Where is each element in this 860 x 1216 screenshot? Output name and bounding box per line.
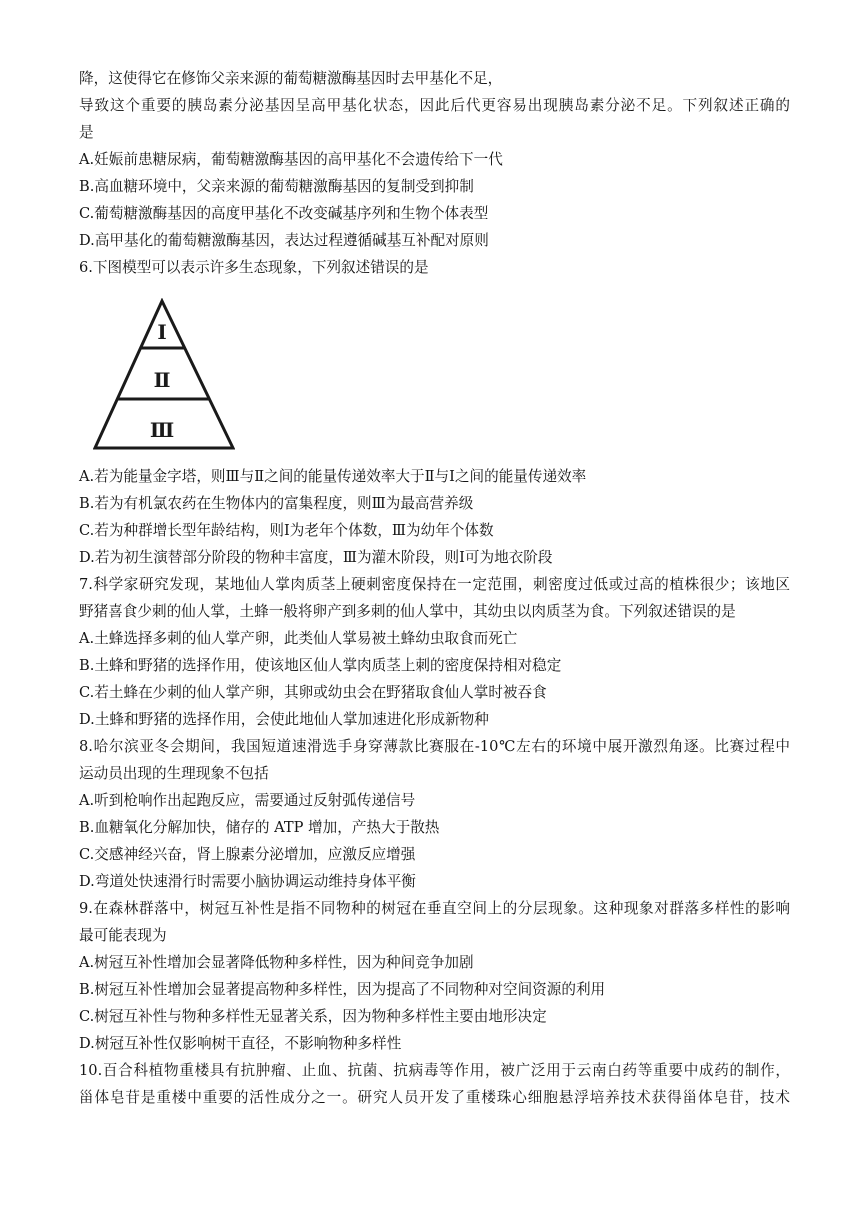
pyramid-label-3: Ⅲ xyxy=(149,418,175,442)
text-line: 最可能表现为 xyxy=(79,927,167,944)
text-line: 是 xyxy=(79,124,94,141)
option-a: A.妊娠前患糖尿病，葡萄糖激酶基因的高甲基化不会遗传给下一代 xyxy=(79,151,503,168)
question-9: 9.在森林群落中，树冠互补性是指不同物种的树冠在垂直空间上的分层现象。这种现象对群落多样性的影响 xyxy=(79,900,790,917)
option-d: D.树冠互补性仅影响树干直径，不影响物种多样性 xyxy=(79,1035,402,1052)
text-line: 甾体皂苷是重楼中重要的活性成分之一。研究人员开发了重楼珠心细胞悬浮培养技术获得甾体皂苷，技术 xyxy=(79,1089,790,1106)
option-c: C.交感神经兴奋，肾上腺素分泌增加，应激反应增强 xyxy=(79,846,416,863)
text-line: 降，这使得它在修饰父亲来源的葡萄糖激酶基因时去甲基化不足， xyxy=(79,70,503,87)
option-a: A.土蜂选择多刺的仙人掌产卵，此类仙人掌易被土蜂幼虫取食而死亡 xyxy=(79,630,518,647)
option-d: D.若为初生演替部分阶段的物种丰富度，Ⅲ为灌木阶段，则Ⅰ可为地衣阶段 xyxy=(79,549,553,566)
pyramid-label-1: Ⅰ xyxy=(157,320,167,344)
option-c: C.树冠互补性与物种多样性无显著关系，因为物种多样性主要由地形决定 xyxy=(79,1008,547,1025)
option-b: B.树冠互补性增加会显著提高物种多样性，因为提高了不同物种对空间资源的利用 xyxy=(79,981,606,998)
option-d: D.弯道处快速滑行时需要小脑协调运动维持身体平衡 xyxy=(79,873,416,890)
text-line: 导致这个重要的胰岛素分泌基因呈高甲基化状态，因此后代更容易出现胰岛素分泌不足。下列叙述正确的 xyxy=(79,97,790,114)
option-d: D.土蜂和野猪的选择作用，会使此地仙人掌加速进化形成新物种 xyxy=(79,711,489,728)
text-line: 运动员出现的生理现象不包括 xyxy=(79,765,269,782)
question-8: 8.哈尔滨亚冬会期间，我国短道速滑选手身穿薄款比赛服在-10℃左右的环境中展开激烈角逐。比赛过程中 xyxy=(79,738,790,755)
question-10: 10.百合科植物重楼具有抗肿瘤、止血、抗菌、抗病毒等作用，被广泛用于云南白药等重要中成药的制作， xyxy=(79,1062,790,1079)
option-c: C.若为种群增长型年龄结构，则Ⅰ为老年个体数，Ⅲ为幼年个体数 xyxy=(79,522,494,539)
option-a: A.若为能量金字塔，则Ⅲ与Ⅱ之间的能量传递效率大于Ⅱ与Ⅰ之间的能量传递效率 xyxy=(79,468,587,485)
option-c: C.若土蜂在少刺的仙人掌产卵，其卵或幼虫会在野猪取食仙人掌时被吞食 xyxy=(79,684,547,701)
option-a: A.听到枪响作出起跑反应，需要通过反射弧传递信号 xyxy=(79,792,416,809)
option-c: C.葡萄糖激酶基因的高度甲基化不改变碱基序列和生物个体表型 xyxy=(79,205,489,222)
question-7: 7.科学家研究发现，某地仙人掌肉质茎上硬刺密度保持在一定范围，刺密度过低或过高的植株很少；该地区 xyxy=(79,576,790,593)
pyramid-figure xyxy=(93,298,235,450)
option-b: B.高血糖环境中，父亲来源的葡萄糖激酶基因的复制受到抑制 xyxy=(79,178,474,195)
question-6: 6.下图模型可以表示许多生态现象，下列叙述错误的是 xyxy=(79,259,429,276)
option-b: B.血糖氧化分解加快，储存的 ATP 增加，产热大于散热 xyxy=(79,819,440,836)
text-line: 野猪喜食少刺的仙人掌，土蜂一般将卵产到多刺的仙人掌中，其幼虫以肉质茎为食。下列叙述错误的是 xyxy=(79,603,736,620)
pyramid-label-2: Ⅱ xyxy=(153,368,171,392)
option-b: B.土蜂和野猪的选择作用，使该地区仙人掌肉质茎上刺的密度保持相对稳定 xyxy=(79,657,562,674)
option-b: B.若为有机氯农药在生物体内的富集程度，则Ⅲ为最高营养级 xyxy=(79,495,474,512)
option-a: A.树冠互补性增加会显著降低物种多样性，因为种间竞争加剧 xyxy=(79,954,474,971)
option-d: D.高甲基化的葡萄糖激酶基因，表达过程遵循碱基互补配对原则 xyxy=(79,232,489,249)
